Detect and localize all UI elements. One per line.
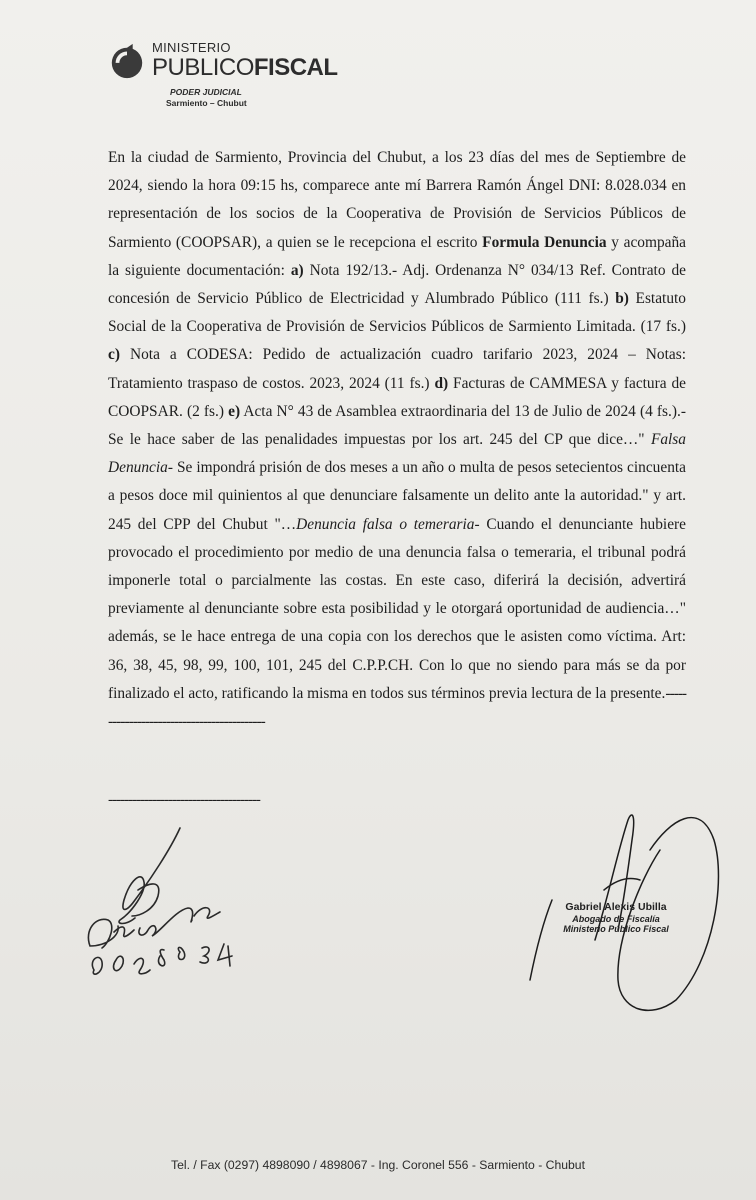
logo-emblem-icon <box>108 42 146 80</box>
text-dashes: ------------------------------------------- <box>108 684 686 731</box>
logo-location: Sarmiento – Chubut <box>166 98 247 108</box>
act-body-text <box>108 144 686 736</box>
handwritten-signature-right <box>500 780 740 1020</box>
text-italic-falsa-denuncia: Falsa Denuncia- <box>108 431 686 477</box>
text-bold-formula-denuncia: Formula Denuncia <box>482 233 607 251</box>
item-marker-b: b) <box>615 290 629 308</box>
item-marker-e: e) <box>228 402 241 420</box>
text-segment: Acta N° 43 de Asamblea extraordinaria del 13 de Julio de 2024 (4 fs.).- Se le hace saber de las penalidades impuestas por los art. 245 del CP que dice…" <box>108 402 686 449</box>
stamp-title: Abogado de Fiscalía <box>572 914 660 924</box>
text-segment: Estatuto Social de la Cooperativa de Provisión de Servicios Públicos de Sarmiento Limitada. (17 fs.) <box>108 290 686 336</box>
item-marker-d: d) <box>434 374 449 392</box>
text-segment: Facturas de CAMMESA y factura de COOPSAR. (2 fs.) <box>108 374 686 420</box>
text-segment: Se impondrá prisión de dos meses a un año o multa de pesos setecientos cincuenta a pesos doce mil quinientos al que denunciare falsamente un delito ante la autoridad." y art. 245 del CPP del Chubut "… <box>108 459 686 533</box>
closing-dash-line: -------------------------------------- <box>108 792 260 808</box>
logo-line1: MINISTERIO <box>152 40 231 55</box>
text-segment: Cuando el denunciante hubiere provocado el procedimiento por medio de una denuncia falsa o temeraria, el tribunal podrá imponerle total o parcialmente las costas. En este caso, diferirá la decisión, advertirá previamente al denunciante sobre esta posibilidad y le otorgará oportunidad de audiencia…" además, se le hace entrega de una copia con los derechos que le asisten como víctima. Art: 36, 38, 45, 98, 99, 100, 101, 245 del C.P.P.CH. Con lo que no siendo para más se da por finalizado el acto, ratificando la misma en todos sus términos previa lectura de la presente. <box>108 515 686 702</box>
logo-line2 <box>152 54 338 82</box>
stamp-organization: Ministerio Público Fiscal <box>563 924 669 934</box>
logo-fiscal: FISCAL <box>253 54 338 81</box>
official-stamp <box>536 901 696 934</box>
page-footer: Tel. / Fax (0297) 4898090 / 4898067 - Ing. Coronel 556 - Sarmiento - Chubut <box>171 1158 585 1172</box>
stamp-name: Gabriel Alexis Ubilla <box>565 901 667 913</box>
text-segment: Nota 192/13.- Adj. Ordenanza N° 034/13 Ref. Contrato de concesión de Servicio Público de Electricidad y Alumbrado Público (111 fs.) <box>108 261 687 308</box>
item-marker-c: c) <box>108 346 120 364</box>
logo-poder-judicial: PODER JUDICIAL <box>170 87 242 97</box>
text-segment: Nota a CODESA: Pedido de actualización cuadro tarifario 2023, 2024 – Notas: Tratamiento traspaso de costos. 2023, 2024 (11 fs.) <box>108 346 686 392</box>
ministerio-logo <box>108 38 348 118</box>
handwritten-signature-left <box>80 820 270 1010</box>
item-marker-a: a) <box>290 261 304 279</box>
text-segment: y acompaña la siguiente documentación: <box>108 233 686 279</box>
text-segment: En la ciudad de Sarmiento, Provincia del Chubut, a los 23 días del mes de Septiembre de 2024, siendo la hora 09:15 hs, comparece ante mí Barrera Ramón Ángel DNI: 8.028.034 en representación de los socios de la Cooperativa de Provisión de Servicios Públicos de Sarmiento (COOPSAR), a quien se le recepciona el escrito <box>108 149 686 251</box>
text-italic-denuncia-falsa: Denuncia falsa o temeraria- <box>296 515 480 533</box>
logo-publico: PUBLICO <box>152 54 254 81</box>
